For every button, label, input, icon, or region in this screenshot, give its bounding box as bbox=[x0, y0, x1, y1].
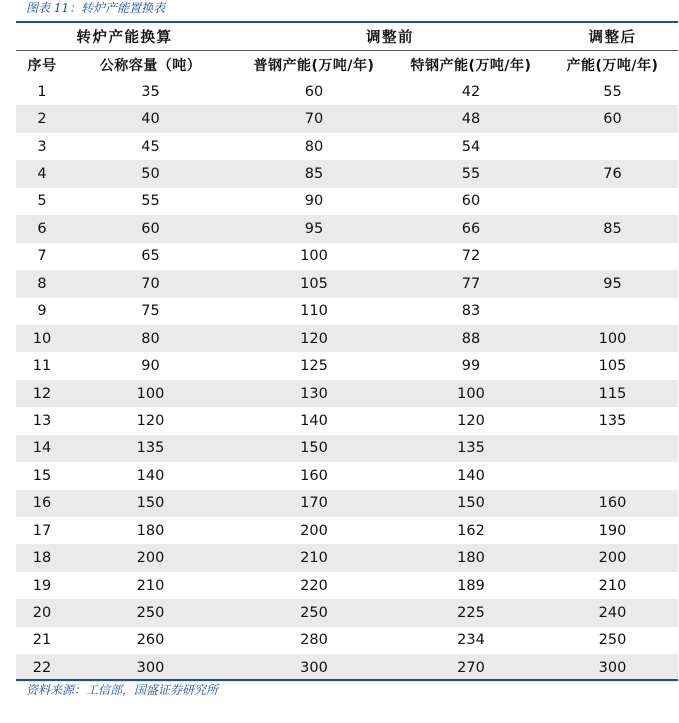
cell-capacity: 45 bbox=[141, 138, 160, 155]
cell-index: 11 bbox=[32, 358, 52, 375]
table-row bbox=[16, 215, 678, 242]
table-row bbox=[16, 78, 678, 105]
cell-adjusted: 55 bbox=[603, 83, 622, 100]
table-row bbox=[16, 133, 678, 160]
table-row bbox=[16, 105, 678, 132]
cell-ordinary-steel: 95 bbox=[233, 215, 395, 242]
cell-capacity: 135 bbox=[68, 435, 233, 462]
cell-special-steel: 100 bbox=[395, 380, 547, 407]
cell-adjusted bbox=[547, 243, 678, 270]
column-header-row bbox=[16, 51, 678, 79]
cell-adjusted: 135 bbox=[598, 412, 627, 429]
table-row bbox=[16, 490, 678, 517]
cell-ordinary-steel: 60 bbox=[304, 83, 324, 100]
cell-special-steel: 77 bbox=[395, 270, 547, 297]
cell-index: 9 bbox=[37, 303, 47, 320]
cell-index: 18 bbox=[16, 544, 68, 571]
table-row bbox=[16, 325, 678, 352]
cell-ordinary-steel: 200 bbox=[300, 522, 328, 539]
cell-special-steel: 150 bbox=[395, 490, 547, 517]
cell-index: 10 bbox=[16, 325, 68, 352]
cell-adjusted: 60 bbox=[547, 105, 678, 132]
cell-special-steel: 66 bbox=[395, 215, 547, 242]
cell-special-steel: 42 bbox=[461, 83, 481, 100]
cell-adjusted: 160 bbox=[547, 490, 678, 517]
table-row bbox=[16, 352, 678, 379]
cell-capacity: 70 bbox=[68, 270, 233, 297]
cell-ordinary-steel: 80 bbox=[304, 138, 324, 155]
cell-capacity: 150 bbox=[68, 490, 233, 517]
table-row bbox=[16, 517, 678, 544]
cell-index: 1 bbox=[37, 83, 47, 100]
cell-adjusted: 300 bbox=[547, 654, 678, 681]
cell-ordinary-steel: 280 bbox=[300, 632, 328, 649]
cell-special-steel: 55 bbox=[395, 160, 547, 187]
cell-index: 20 bbox=[16, 599, 68, 626]
cell-capacity: 250 bbox=[68, 599, 233, 626]
table-row bbox=[16, 572, 678, 599]
table-row bbox=[16, 627, 678, 654]
table-row bbox=[16, 462, 678, 489]
cell-index: 22 bbox=[16, 654, 68, 681]
cell-adjusted: 105 bbox=[598, 358, 627, 375]
cell-ordinary-steel: 90 bbox=[304, 193, 324, 210]
table-row bbox=[16, 298, 678, 325]
cell-special-steel: 234 bbox=[457, 632, 485, 649]
cell-capacity: 180 bbox=[136, 522, 165, 539]
column-header-index: 序号 bbox=[27, 57, 57, 74]
group-header-row bbox=[16, 23, 678, 51]
cell-special-steel: 189 bbox=[457, 577, 485, 594]
table-row bbox=[16, 160, 678, 187]
cell-adjusted: 115 bbox=[547, 380, 678, 407]
cell-capacity: 300 bbox=[68, 654, 233, 681]
cell-special-steel: 180 bbox=[395, 544, 547, 571]
cell-index: 19 bbox=[32, 577, 52, 594]
group-header-after: 调整后 bbox=[547, 23, 678, 51]
table-row bbox=[16, 435, 678, 462]
cell-index: 16 bbox=[16, 490, 68, 517]
cell-capacity: 200 bbox=[68, 544, 233, 571]
cell-special-steel: 99 bbox=[461, 358, 481, 375]
cell-special-steel: 120 bbox=[457, 412, 485, 429]
cell-ordinary-steel: 250 bbox=[233, 599, 395, 626]
cell-capacity: 120 bbox=[136, 412, 165, 429]
cell-ordinary-steel: 160 bbox=[300, 467, 328, 484]
cell-capacity: 55 bbox=[141, 193, 160, 210]
cell-adjusted: 200 bbox=[547, 544, 678, 571]
cell-special-steel: 48 bbox=[395, 105, 547, 132]
cell-special-steel: 140 bbox=[457, 467, 485, 484]
cell-index: 21 bbox=[32, 632, 52, 649]
cell-index: 2 bbox=[16, 105, 68, 132]
cell-index: 6 bbox=[16, 215, 68, 242]
source-note: 资料来源：工信部，国盛证券研究所 bbox=[26, 683, 219, 697]
cell-index: 17 bbox=[32, 522, 52, 539]
cell-ordinary-steel: 300 bbox=[233, 654, 395, 681]
table-caption: 图表 11：转炉产能置换表 bbox=[26, 1, 166, 15]
cell-adjusted: 190 bbox=[598, 522, 627, 539]
cell-capacity: 40 bbox=[68, 105, 233, 132]
cell-capacity: 80 bbox=[68, 325, 233, 352]
cell-capacity: 50 bbox=[68, 160, 233, 187]
table-row bbox=[16, 654, 678, 681]
cell-ordinary-steel: 100 bbox=[300, 248, 328, 265]
cell-special-steel: 270 bbox=[395, 654, 547, 681]
cell-ordinary-steel: 85 bbox=[233, 160, 395, 187]
cell-special-steel: 54 bbox=[461, 138, 481, 155]
cell-index: 5 bbox=[37, 193, 47, 210]
cell-special-steel: 72 bbox=[461, 248, 481, 265]
table-row bbox=[16, 243, 678, 270]
column-header-special-steel: 特钢产能(万吨/年) bbox=[410, 57, 532, 74]
cell-index: 13 bbox=[32, 412, 52, 429]
cell-special-steel: 162 bbox=[457, 522, 485, 539]
cell-adjusted: 95 bbox=[547, 270, 678, 297]
cell-special-steel: 88 bbox=[395, 325, 547, 352]
table-row bbox=[16, 407, 678, 434]
cell-capacity: 140 bbox=[136, 467, 165, 484]
cell-adjusted bbox=[547, 462, 678, 489]
cell-adjusted bbox=[547, 188, 678, 215]
cell-adjusted: 100 bbox=[547, 325, 678, 352]
cell-capacity: 260 bbox=[136, 632, 165, 649]
cell-capacity: 75 bbox=[141, 303, 160, 320]
cell-capacity: 60 bbox=[68, 215, 233, 242]
cell-adjusted: 85 bbox=[547, 215, 678, 242]
table-row bbox=[16, 599, 678, 626]
cell-ordinary-steel: 70 bbox=[233, 105, 395, 132]
cell-adjusted bbox=[547, 435, 678, 462]
cell-adjusted bbox=[547, 298, 678, 325]
cell-index: 3 bbox=[37, 138, 47, 155]
cell-ordinary-steel: 130 bbox=[233, 380, 395, 407]
table-row bbox=[16, 188, 678, 215]
group-header-before: 调整前 bbox=[233, 23, 547, 51]
cell-ordinary-steel: 120 bbox=[233, 325, 395, 352]
cell-adjusted: 210 bbox=[598, 577, 627, 594]
cell-ordinary-steel: 170 bbox=[233, 490, 395, 517]
cell-ordinary-steel: 210 bbox=[233, 544, 395, 571]
cell-adjusted: 250 bbox=[598, 632, 627, 649]
cell-adjusted: 76 bbox=[547, 160, 678, 187]
cell-ordinary-steel: 150 bbox=[233, 435, 395, 462]
cell-index: 14 bbox=[16, 435, 68, 462]
cell-capacity: 65 bbox=[141, 248, 160, 265]
cell-index: 12 bbox=[16, 380, 68, 407]
column-header-ordinary-steel: 普钢产能(万吨/年) bbox=[253, 57, 375, 74]
cell-special-steel: 83 bbox=[461, 303, 481, 320]
table-body bbox=[16, 78, 678, 682]
cell-capacity: 90 bbox=[141, 358, 160, 375]
cell-adjusted: 240 bbox=[547, 599, 678, 626]
table-row bbox=[16, 270, 678, 297]
column-header-adjusted: 产能(万吨/年) bbox=[566, 57, 659, 74]
cell-special-steel: 60 bbox=[461, 193, 481, 210]
cell-special-steel: 225 bbox=[395, 599, 547, 626]
column-header-capacity: 公称容量（吨） bbox=[99, 57, 202, 74]
cell-capacity: 210 bbox=[136, 577, 165, 594]
cell-index: 7 bbox=[37, 248, 47, 265]
cell-index: 8 bbox=[16, 270, 68, 297]
cell-capacity: 35 bbox=[141, 83, 160, 100]
cell-ordinary-steel: 105 bbox=[233, 270, 395, 297]
cell-index: 15 bbox=[32, 467, 52, 484]
cell-adjusted bbox=[547, 133, 678, 160]
table-row bbox=[16, 544, 678, 571]
cell-ordinary-steel: 110 bbox=[300, 303, 328, 320]
cell-ordinary-steel: 125 bbox=[300, 358, 328, 375]
converter-capacity-table bbox=[16, 23, 678, 682]
cell-capacity: 100 bbox=[68, 380, 233, 407]
cell-ordinary-steel: 220 bbox=[300, 577, 328, 594]
cell-special-steel: 135 bbox=[395, 435, 547, 462]
cell-ordinary-steel: 140 bbox=[300, 412, 328, 429]
group-header-conversion: 转炉产能换算 bbox=[16, 23, 233, 51]
table-row bbox=[16, 380, 678, 407]
cell-index: 4 bbox=[16, 160, 68, 187]
